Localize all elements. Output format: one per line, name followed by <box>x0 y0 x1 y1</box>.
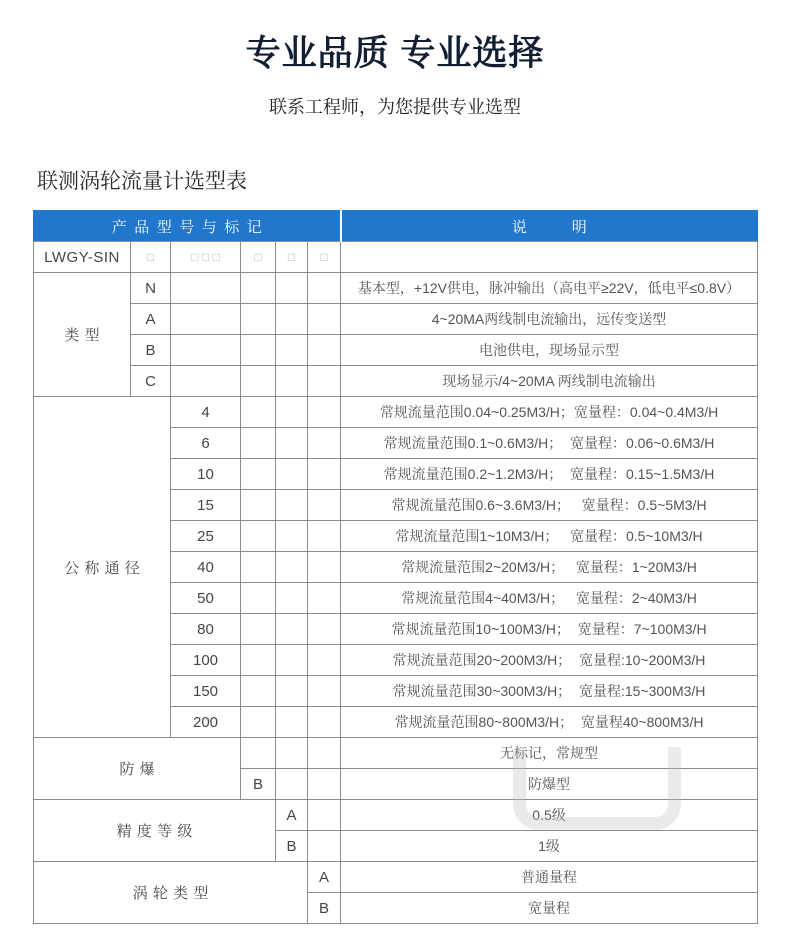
empty-cell <box>241 335 276 366</box>
desc-cell: 常规流量范围10~100M3/H； 宽量程：7~100M3/H <box>341 614 758 645</box>
empty-cell <box>276 614 308 645</box>
section-label: 公称通径 <box>34 397 171 738</box>
desc-cell: 无标记，常规型 <box>341 738 758 769</box>
table-row <box>34 335 758 366</box>
model-slot-5: □ <box>308 242 341 273</box>
empty-cell <box>276 583 308 614</box>
desc-cell: 常规流量范围1~10M3/H； 宽量程：0.5~10M3/H <box>341 521 758 552</box>
empty-cell <box>308 428 341 459</box>
empty-cell <box>241 676 276 707</box>
code-cell <box>241 738 276 769</box>
desc-cell: 现场显示/4~20MA 两线制电流输出 <box>341 366 758 397</box>
empty-cell <box>308 769 341 800</box>
desc-cell: 基本型，+12V供电，脉冲输出（高电平≥22V，低电平≤0.8V） <box>341 273 758 304</box>
section-label: 涡轮类型 <box>34 862 308 924</box>
code-cell: B <box>241 769 276 800</box>
page-title: 专业品质 专业选择 <box>245 34 545 73</box>
model-desc <box>341 242 758 273</box>
empty-cell <box>308 831 341 862</box>
empty-cell <box>241 707 276 738</box>
table-row <box>34 366 758 397</box>
table-row <box>34 862 758 893</box>
code-cell: 15 <box>171 490 241 521</box>
empty-cell <box>276 428 308 459</box>
empty-cell <box>241 459 276 490</box>
desc-cell: 常规流量范围0.1~0.6M3/H； 宽量程：0.06~0.6M3/H <box>341 428 758 459</box>
desc-cell: 常规流量范围30~300M3/H； 宽量程:15~300M3/H <box>341 676 758 707</box>
model-slot-3: □ <box>241 242 276 273</box>
selection-table-wrap <box>33 210 757 924</box>
code-cell: 40 <box>171 552 241 583</box>
empty-cell <box>308 800 341 831</box>
empty-cell <box>308 738 341 769</box>
desc-cell: 防爆型 <box>341 769 758 800</box>
empty-cell <box>276 769 308 800</box>
empty-cell <box>308 521 341 552</box>
empty-cell <box>276 366 308 397</box>
empty-cell <box>276 645 308 676</box>
page-subtitle: 联系工程师，为您提供专业选型 <box>269 97 521 117</box>
code-cell: 150 <box>171 676 241 707</box>
code-cell: B <box>131 335 171 366</box>
table-row <box>34 304 758 335</box>
header-description: 说明 <box>341 211 758 242</box>
empty-cell <box>241 614 276 645</box>
code-cell: 200 <box>171 707 241 738</box>
selection-table <box>33 210 758 924</box>
empty-cell <box>241 366 276 397</box>
empty-cell <box>171 335 241 366</box>
desc-cell: 常规流量范围20~200M3/H； 宽量程:10~200M3/H <box>341 645 758 676</box>
empty-cell <box>308 583 341 614</box>
desc-cell: 宽量程 <box>341 893 758 924</box>
code-cell: 25 <box>171 521 241 552</box>
empty-cell <box>276 738 308 769</box>
code-cell: C <box>131 366 171 397</box>
section-label: 防爆 <box>34 738 241 800</box>
empty-cell <box>241 490 276 521</box>
empty-cell <box>241 428 276 459</box>
empty-cell <box>171 304 241 335</box>
empty-cell <box>276 304 308 335</box>
empty-cell <box>241 397 276 428</box>
section-label: 精度等级 <box>34 800 276 862</box>
empty-cell <box>308 366 341 397</box>
code-cell: 50 <box>171 583 241 614</box>
empty-cell <box>241 645 276 676</box>
code-cell: 80 <box>171 614 241 645</box>
section-title: 联测涡轮流量计选型表 <box>37 170 247 193</box>
model-code: LWGY-SIN <box>34 242 131 273</box>
table-row <box>34 397 758 428</box>
empty-cell <box>308 459 341 490</box>
model-row <box>34 242 758 273</box>
empty-cell <box>276 521 308 552</box>
table-row <box>34 800 758 831</box>
empty-cell <box>276 397 308 428</box>
section-label: 类型 <box>34 273 131 397</box>
empty-cell <box>276 490 308 521</box>
table-header-row <box>34 211 758 242</box>
empty-cell <box>171 273 241 304</box>
model-slot-1: □ <box>131 242 171 273</box>
empty-cell <box>276 459 308 490</box>
code-cell: B <box>276 831 308 862</box>
code-cell: 4 <box>171 397 241 428</box>
empty-cell <box>308 707 341 738</box>
empty-cell <box>276 335 308 366</box>
desc-cell: 0.5级 <box>341 800 758 831</box>
empty-cell <box>241 552 276 583</box>
empty-cell <box>308 552 341 583</box>
empty-cell <box>308 335 341 366</box>
desc-cell: 常规流量范围4~40M3/H； 宽量程：2~40M3/H <box>341 583 758 614</box>
empty-cell <box>308 645 341 676</box>
desc-cell: 常规流量范围0.04~0.25M3/H；宽量程：0.04~0.4M3/H <box>341 397 758 428</box>
code-cell: 10 <box>171 459 241 490</box>
code-cell: 100 <box>171 645 241 676</box>
empty-cell <box>276 676 308 707</box>
code-cell: 6 <box>171 428 241 459</box>
empty-cell <box>241 273 276 304</box>
empty-cell <box>276 273 308 304</box>
empty-cell <box>308 490 341 521</box>
header-model-marking: 产品型号与标记 <box>34 211 341 242</box>
desc-cell: 4~20MA两线制电流输出，远传变送型 <box>341 304 758 335</box>
empty-cell <box>308 304 341 335</box>
table-row <box>34 273 758 304</box>
empty-cell <box>276 552 308 583</box>
empty-cell <box>308 676 341 707</box>
code-cell: A <box>308 862 341 893</box>
table-row <box>34 738 758 769</box>
empty-cell <box>171 366 241 397</box>
empty-cell <box>276 707 308 738</box>
code-cell: A <box>276 800 308 831</box>
desc-cell: 1级 <box>341 831 758 862</box>
empty-cell <box>308 614 341 645</box>
desc-cell: 常规流量范围0.2~1.2M3/H； 宽量程：0.15~1.5M3/H <box>341 459 758 490</box>
empty-cell <box>308 273 341 304</box>
model-slot-2: □ □ □ <box>171 242 241 273</box>
code-cell: N <box>131 273 171 304</box>
desc-cell: 普通量程 <box>341 862 758 893</box>
desc-cell: 电池供电，现场显示型 <box>341 335 758 366</box>
empty-cell <box>308 397 341 428</box>
code-cell: B <box>308 893 341 924</box>
empty-cell <box>241 521 276 552</box>
desc-cell: 常规流量范围80~800M3/H； 宽量程40~800M3/H <box>341 707 758 738</box>
empty-cell <box>241 304 276 335</box>
model-slot-4: □ <box>276 242 308 273</box>
desc-cell: 常规流量范围0.6~3.6M3/H； 宽量程：0.5~5M3/H <box>341 490 758 521</box>
code-cell: A <box>131 304 171 335</box>
desc-cell: 常规流量范围2~20M3/H； 宽量程：1~20M3/H <box>341 552 758 583</box>
empty-cell <box>241 583 276 614</box>
